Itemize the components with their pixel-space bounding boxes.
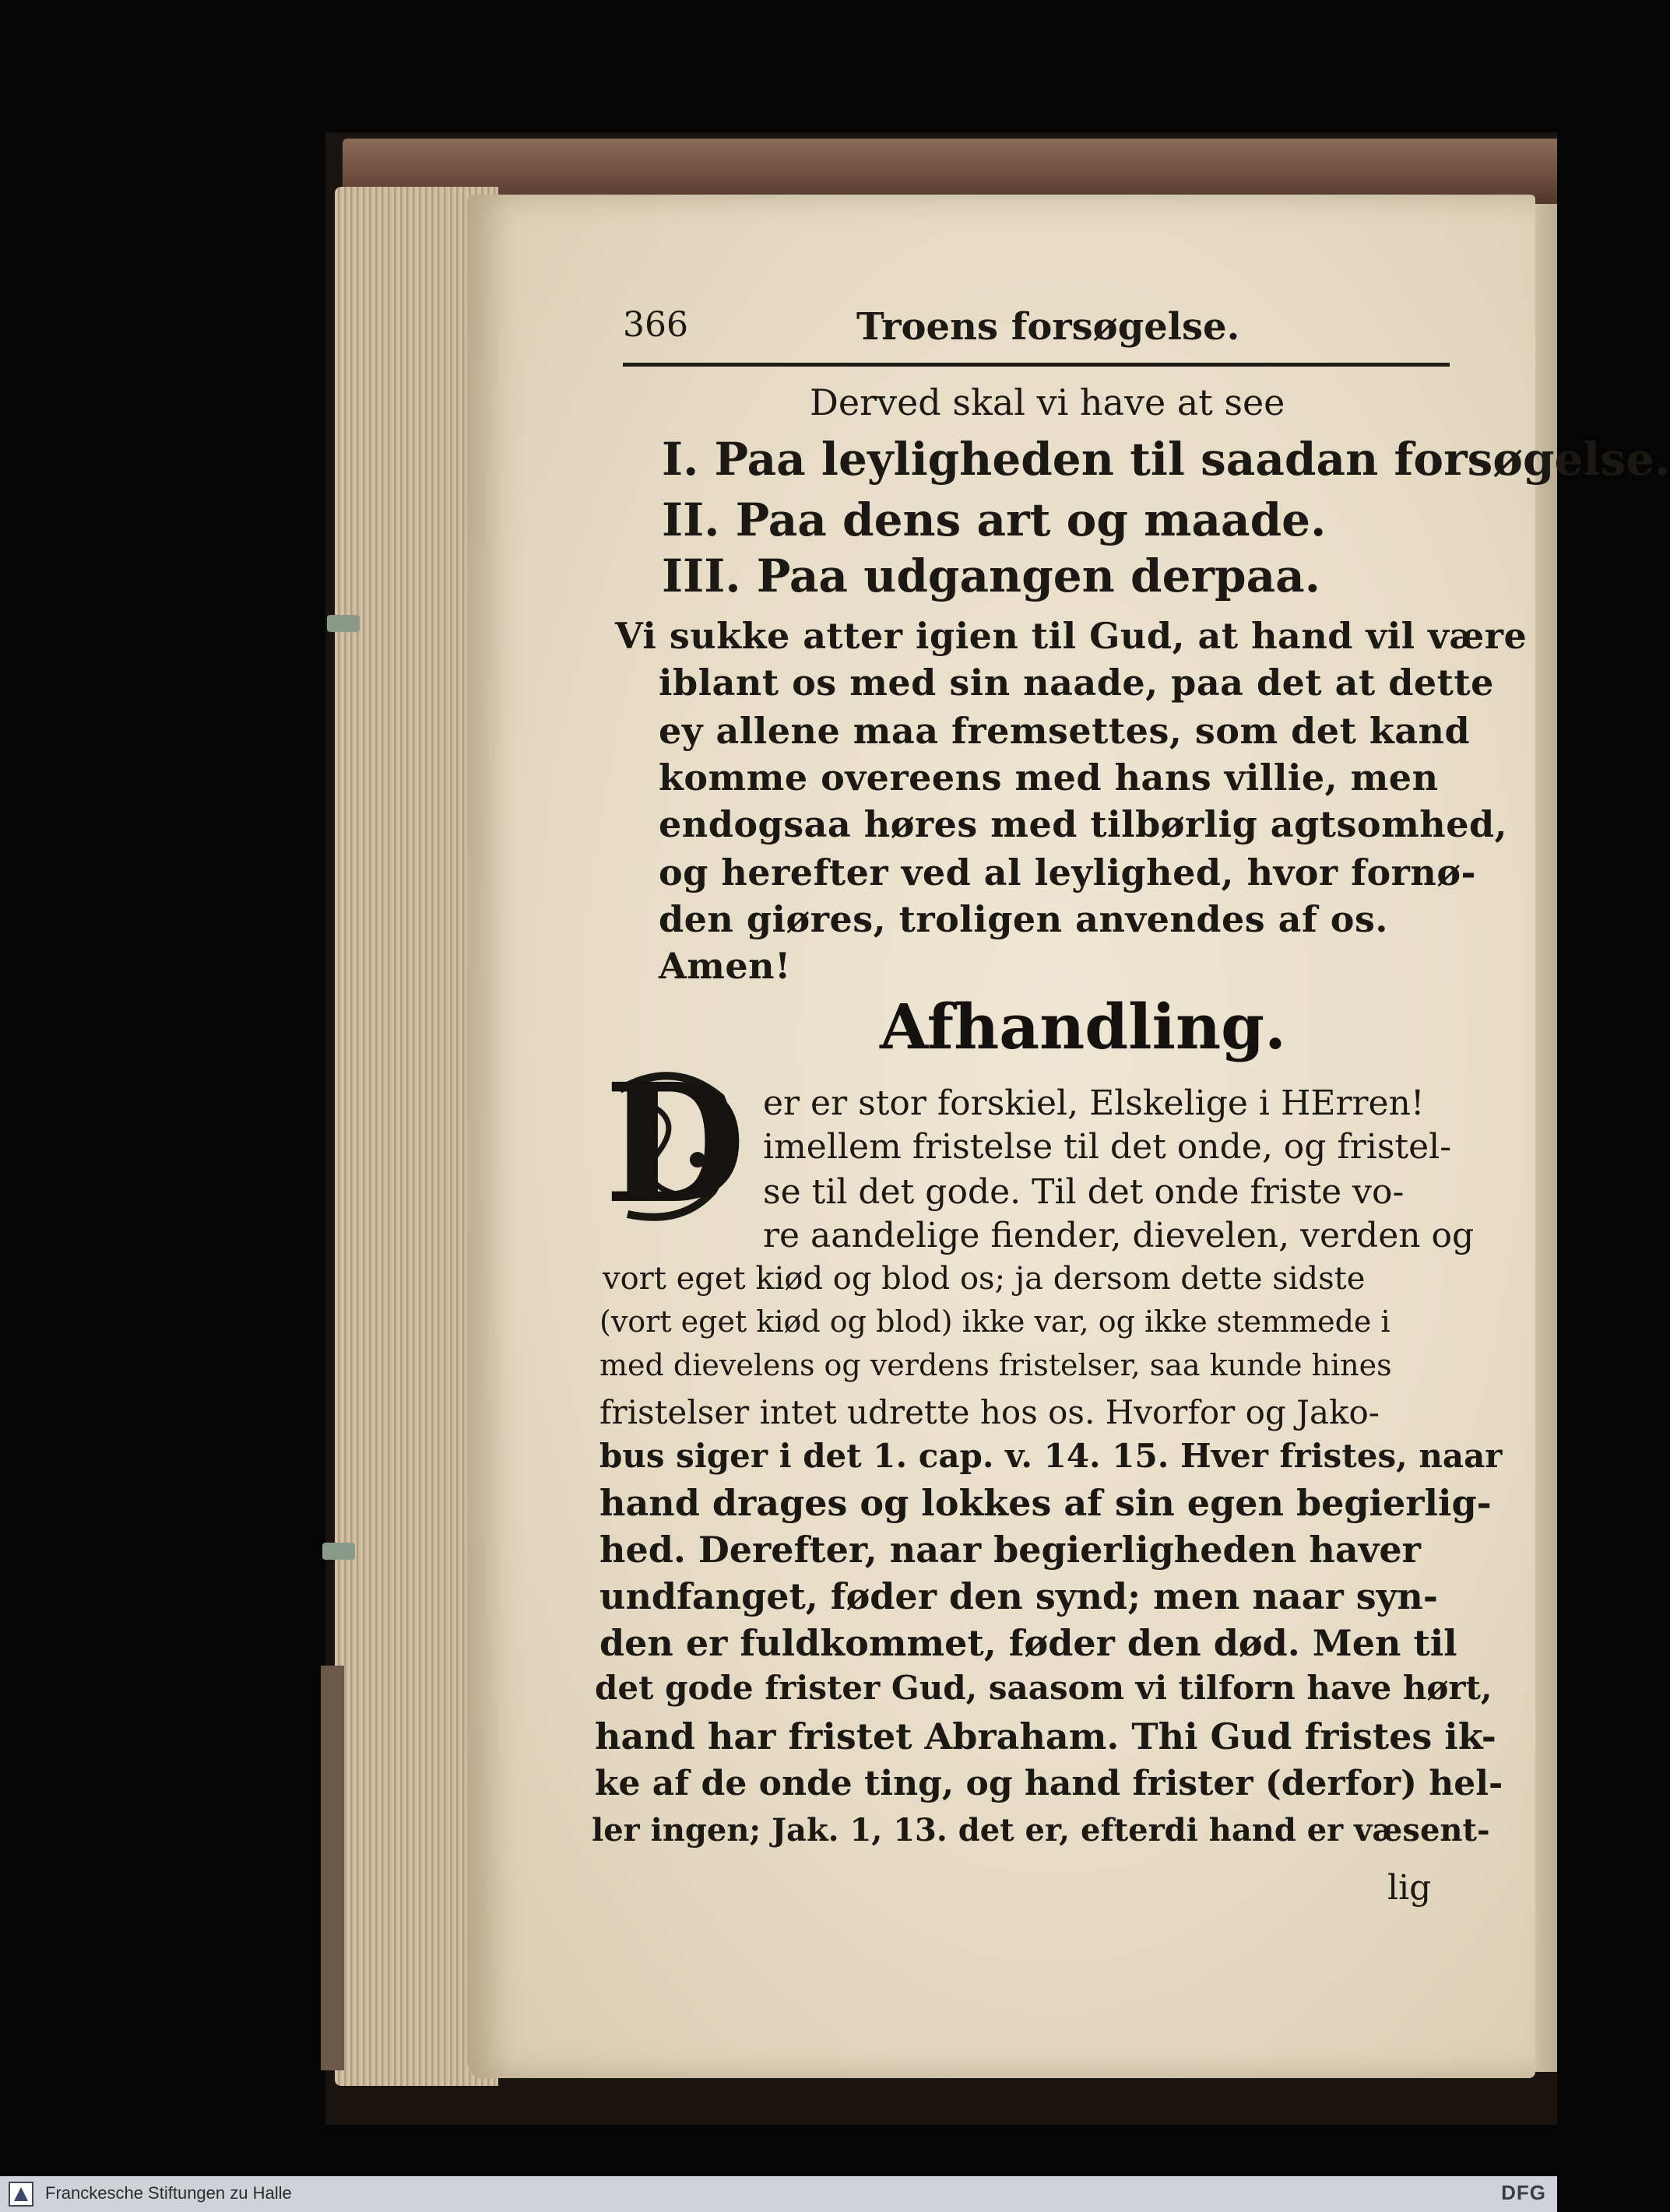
body-line: hed. Derefter, naar begierligheden haver [599, 1529, 1421, 1571]
prayer-line: Vi sukke atter igien til Gud, at hand vil være [615, 615, 1528, 657]
institution-name: Franckesche Stiftungen zu Halle [45, 2183, 292, 2203]
body-line: vort eget kiød og blod os; ja dersom dette sidste [603, 1261, 1366, 1297]
body-line: med dievelens og verdens fristelser, saa kunde hines [599, 1348, 1392, 1382]
prayer-line: ey allene maa fremsettes, som det kand [659, 710, 1471, 752]
cover-edge [321, 1666, 344, 2070]
decorated-initial [604, 1048, 747, 1240]
prayer-line: og herefter ved al leylighed, hvor fornø- [659, 851, 1477, 894]
body-line: hand har fristet Abraham. Thi Gud fristes ik- [595, 1715, 1496, 1757]
body-line: det gode frister Gud, saasom vi tilforn have hørt, [595, 1669, 1492, 1707]
body-line: ke af de onde ting, og hand frister (derfor) hel- [595, 1764, 1503, 1803]
prayer-line: endogsaa høres med tilbørlig agtsomhed, [659, 803, 1508, 845]
institution-logo-icon [8, 2181, 34, 2207]
outline-item: III. Paa udgangen derpaa. [662, 549, 1320, 602]
body-line: er er stor forskiel, Elskelige i HErren! [763, 1083, 1425, 1123]
body-line: imellem fristelse til det onde, og fristel- [763, 1127, 1452, 1167]
outline-item: I. Paa leyligheden til saadan forsøgelse. [662, 433, 1670, 486]
running-title: Troens forsøgelse. [856, 305, 1240, 349]
header-rule [623, 363, 1450, 367]
body-line: den er fuldkommet, føder den død. Men til [599, 1622, 1457, 1664]
section-heading: Afhandling. [880, 990, 1286, 1063]
body-line: (vort eget kiød og blod) ikke var, og ikke stemmede i [599, 1304, 1390, 1339]
body-line: se til det gode. Til det onde friste vo- [763, 1172, 1405, 1212]
dfg-badge: DFG [1501, 2181, 1546, 2204]
prayer-line: den giøres, troligen anvendes af os. [659, 898, 1388, 940]
viewer-footer [0, 2176, 1557, 2212]
body-line: ler ingen; Jak. 1, 13. det er, efterdi hand er væsent- [592, 1812, 1490, 1849]
outline-item: II. Paa dens art og maade. [662, 493, 1327, 546]
body-line: fristelser intet udrette hos os. Hvorfor og Jako- [599, 1393, 1380, 1431]
prayer-line: Amen! [659, 945, 791, 987]
bookmark-ribbon [322, 1543, 355, 1560]
page-number: 366 [623, 305, 688, 345]
body-line: hand drages og lokkes af sin egen begierlig- [599, 1482, 1492, 1524]
body-line: undfanget, føder den synd; men naar syn- [599, 1575, 1438, 1617]
prayer-line: iblant os med sin naade, paa det at dette [659, 662, 1494, 704]
catchword: lig [1387, 1868, 1432, 1908]
page-header [623, 305, 1448, 352]
body-line: re aandelige fiender, dievelen, verden og [763, 1216, 1475, 1255]
body-line: bus siger i det 1. cap. v. 14. 15. Hver fristes, naar [599, 1437, 1503, 1475]
initial-letter: D [604, 1048, 747, 1240]
outline-intro: Derved skal vi have at see [810, 381, 1285, 423]
bookmark-ribbon [327, 615, 360, 632]
prayer-line: komme overeens med hans villie, men [659, 757, 1439, 799]
